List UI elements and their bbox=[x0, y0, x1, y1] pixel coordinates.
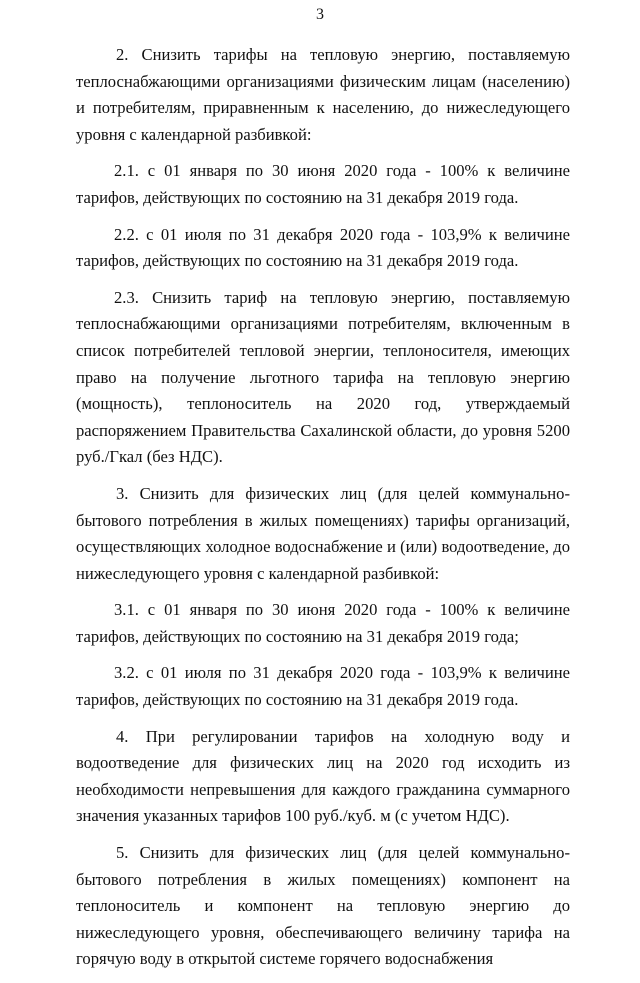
page-number: 3 bbox=[316, 6, 324, 23]
paragraph-4: 4. При регулировании тарифов на холодную воду и водоотведение для физических лиц на 2020 год исходить из необходимости непревышения для каждого гражданина суммарного значения указанных тарифов 100 руб./куб. м (с учетом НДС). bbox=[76, 726, 570, 826]
paragraph-2-3: 2.3. Снизить тариф на тепловую энергию, поставляемую теплоснабжающими организациями потребителям, включенным в список потребителей тепловой энергии, теплоносителя, имеющих право на получение льготного тарифа на тепловую энергию (мощность), теплоноситель на 2020 год, утверждаемый распоряжением Правительства Сахалинской области, до уровня 5200 руб./Гкал (без НДС). bbox=[76, 287, 570, 467]
paragraph-2-2: 2.2. с 01 июля по 31 декабря 2020 года - 103,9% к величине тарифов, действующих по состоянию на 31 декабря 2019 года. bbox=[76, 224, 570, 271]
paragraph-3-2: 3.2. с 01 июля по 31 декабря 2020 года - 103,9% к величине тарифов, действующих по состоянию на 31 декабря 2019 года. bbox=[76, 663, 570, 710]
paragraph-2: 2. Снизить тарифы на тепловую энергию, поставляемую теплоснабжающими организациями физическим лицам (населению) и потребителям, приравненным к населению, до нижеследующего уровня с календарной разбивкой: bbox=[76, 45, 570, 144]
paragraph-2-1: 2.1. с 01 января по 30 июня 2020 года - 100% к величине тарифов, действующих по состоянию на 31 декабря 2019 года. bbox=[76, 161, 570, 207]
document-body bbox=[76, 42, 570, 983]
paragraph-5: 5. Снизить для физических лиц (для целей коммунально-бытового потребления в жилых помещениях) компонент на теплоноситель и компонент на тепловую энергию до нижеследующего уровня, обеспечивающего величину тарифа на горячую воду в открытой системе горячего водоснабжения bbox=[76, 843, 570, 969]
paragraph-3-1: 3.1. с 01 января по 30 июня 2020 года - 100% к величине тарифов, действующих по состоянию на 31 декабря 2019 года; bbox=[76, 600, 570, 646]
paragraph-3: 3. Снизить для физических лиц (для целей коммунально-бытового потребления в жилых помещениях) тарифы организаций, осуществляющих холодное водоснабжение и (или) водоотведение, до нижеследующего уровня с календарной разбивкой: bbox=[76, 483, 570, 583]
